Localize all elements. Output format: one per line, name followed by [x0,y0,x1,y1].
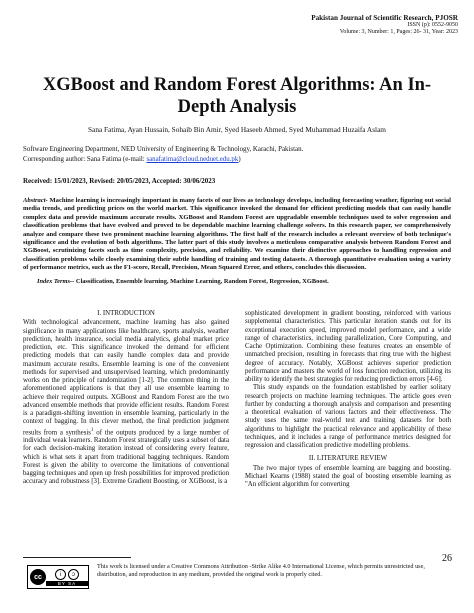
cc-badge-right [46,568,88,586]
footnote-divider [23,557,131,558]
journal-header [311,14,458,36]
journal-issn: ISSN (p): 0552-9050 [407,22,458,28]
journal-name: Pakistan Journal of Scientific Research, PJOSR [311,14,458,22]
intro-paragraph-2: sophisticated development in gradient boosting, reinforced with various supplemental characteristics. This particular iteration stands out for its exceptional execution speed, improved model performance, and a wide range of characteristics, including parallelization, Core Computing, and Cache Optimization. Combining these features creates an ensemble of unmatched precision, resulting in forecasts that ring true with the highest degree of accuracy. Notably, XGBoost achieves superior prediction performance and masters the world of loss function reduction, utilizing its ability to identify the best strategies for reducing prediction errors [4-6]. [245,310,451,383]
author-list: Sana Fatima, Ayan Hussain, Sohaib Bin Amir, Syed Haseeb Ahmed, Syed Muhammad Huzaifa Aslam [88,125,386,134]
license-text: This work is licensed under a Creative Commons Attribution -Strike Alike 4.0 International License, which permits unrestricted use, distribution, and reproduction in any medium, provided the original work is properly cited. [97,563,425,578]
affiliation: Software Engineering Department, NED University of Engineering & Technology, Karachi, Pakistan. [23,146,304,153]
intro-paragraph-3: This study expands on the foundation established by earlier solitary research projects on machine learning techniques. The article goes even further by conducting a thorough analysis and comparison and presenting a theoretical evaluation of various factors and their effectiveness. The study uses the same real-world test and training datasets for both algorithms to highlight the practical relevance and applicability of these techniques, and it includes a range of performance metrics designed for regression and classification predictive modelling problems. [245,384,451,449]
abstract [23,197,451,273]
submission-dates: Received: 15/01/2023, Revised: 20/05/2023, Accepted: 30/06/2023 [23,177,216,185]
cc-badge-label: BY SA [46,581,88,586]
abstract-text: Machine learning is increasingly important in many facets of our lives as technology develops, including forecasting weather, figuring out social media trends, and predicting prices on the world market. This significance invoked the demand for efficient predicting models that can easily handle complex data and provide maximum accurate results. XGBoost and Random Forest are upgradable ensemble techniques used to solve regression and classification problems that have evolved and proved to be dependable machine learning challenge solvers. In this research paper, we comprehensively analyze and compare these two prominent machine learning algorithms. The first half of the research includes a relevant overview of both technique's significance and the evolution of both algorithms. The latter part of this study involves a meticulous comparative analysis between Random Forest and XGBoost, scrutinizing facets such as time complexity, precision, and reliability. We examine their distinctive approaches to handling regression and classification problems while closely examining their subtle handling of training and testing datasets. A thorough quantitative evaluation using a variety of performance metrics, such as the F1-score, Recall, Precision, Mean Squared Error, and others, concludes this discussion. [23,197,451,272]
left-column [23,310,229,487]
index-terms [37,278,451,285]
corresponding-prefix: Corresponding author: Sana Fatima (e-mail: [23,156,147,163]
cc-badge-icons [55,569,79,580]
abstract-label: Abstract- [23,197,48,204]
index-terms-label: Index Terms-- [37,278,75,285]
intro-p1-text: With technological advancement, machine learning has also gained significance in many applications like healthcare, sports analysis, weather prediction, health insurance, social media analytics, global market price prediction, etc. This significance invoked the demand for efficient predicting models that can easily handle complex data and provide maximum accurate results. Ensemble learning is one of the convenient methods for supervised and unsupervised learning, which predominantly works on the principle of randomization [1-2]. The common thing in the aforementioned applications is that they all use ensemble learning to achieve their required outputs. XGBoost and Random Forest are the two advanced ensemble methods that provide efficient results. Random Forest is a paradigm-shifting invention in ensemble learning, particularly in the context of bagging. In this clever method, the final prediction judgment results from a synthesis [23,319,229,436]
corresponding-author [23,156,241,163]
license-footer [27,563,449,603]
share-alike-icon: ↄ [68,569,79,580]
paper-title: XGBoost and Random Forest Algorithms: An In-Depth Analysis [42,75,432,117]
introduction-heading: I. INTRODUCTION [97,310,155,317]
footnote-marker: 1 [90,427,94,433]
literature-review-heading: II. LITERATURE REVIEW [308,455,388,463]
cc-icon: cc [30,569,46,585]
intro-paragraph-1 [23,319,229,486]
corresponding-suffix: ) [238,156,241,163]
cc-license-badge-icon[interactable] [27,565,89,589]
author-email-link[interactable]: sanafatima@cloud.neduet.edu.pk [146,156,239,163]
attribution-icon: i [55,569,66,580]
right-column [245,310,451,489]
page-number: 26 [442,553,452,564]
journal-volume: Volume: 3, Number: 1, Pages: 26- 31, Year: 2023 [339,29,458,36]
literature-paragraph-1: The two major types of ensemble learning are bagging and boosting. Michael Kearns (1988) stated the goal of boosting ensemble learning as "An efficient algorithm for converting [245,464,451,488]
intro-p1-rest: of the outputs produced by a large number of individual weak learners. Random Forest strategically uses a subset of data for each decision-making iteration instead of considering every feature, which is what sets it apart from traditional bagging techniques. Random Forest is given the ability to overcome the limitations of conventional bagging techniques and open up fresh possibilities for improved prediction accuracy and robustness [3]. Extreme Gradient Boosting, or XGBoost, is a [23,428,229,486]
index-terms-text: Classification, Ensemble learning, Machine Learning, Random Forest, Regression, XGBoost. [74,278,329,285]
